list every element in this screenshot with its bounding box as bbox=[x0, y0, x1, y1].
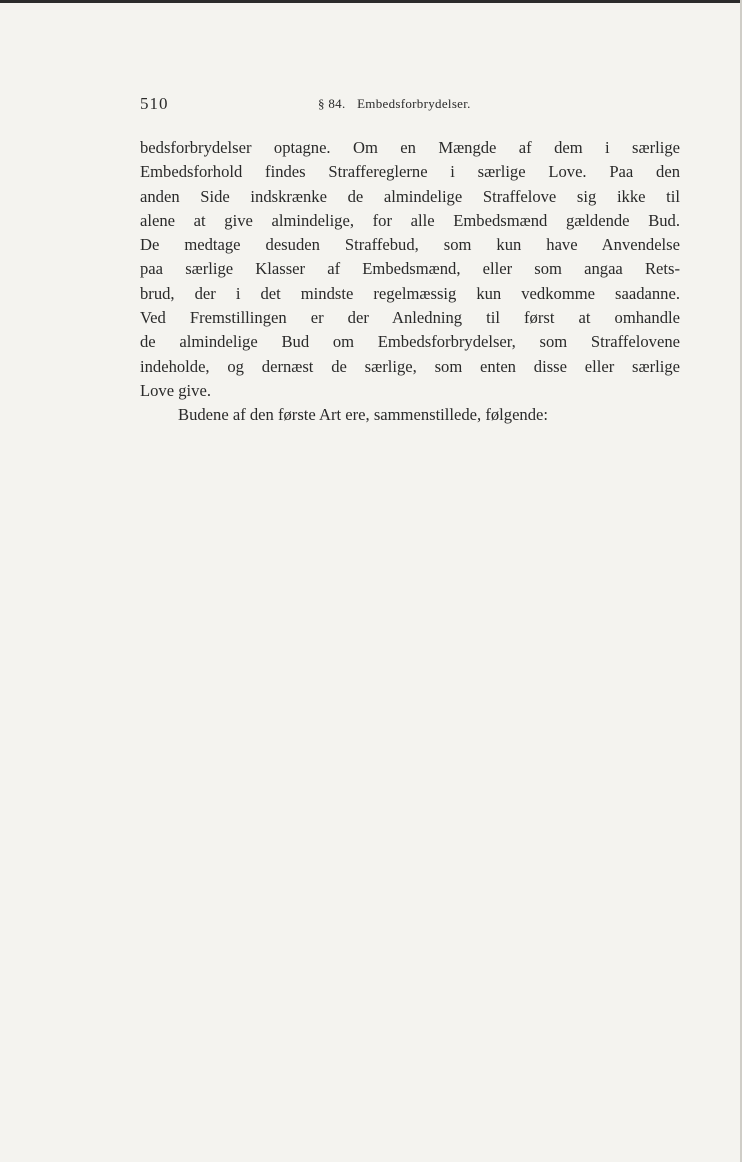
text-line: alene at give almindelige, for alle Embedsmænd gældende Bud. bbox=[140, 210, 680, 230]
page-number: 510 bbox=[140, 94, 169, 113]
text-line: brud, der i det mindste regelmæssig kun vedkomme saadanne. bbox=[140, 283, 680, 303]
running-title: Embedsforbrydelser. bbox=[357, 96, 471, 111]
text-line: Ved Fremstillingen er der Anledning til først at omhandle bbox=[140, 308, 680, 328]
text-line: Love give. bbox=[140, 380, 211, 400]
text-line: de almindelige Bud om Embedsforbrydelser, som Straffelovene bbox=[140, 332, 680, 352]
text-line: indeholde, og dernæst de særlige, som enten disse eller særlige bbox=[140, 356, 680, 376]
text-line: anden Side indskrænke de almindelige Straffelove sig ikke til bbox=[140, 186, 680, 206]
text-line: De medtage desuden Straffebud, som kun have Anvendelse bbox=[140, 235, 680, 255]
text-line: bedsforbrydelser optagne. Om en Mængde af dem i særlige bbox=[140, 138, 680, 157]
body-text bbox=[140, 136, 680, 428]
paragraph-first-line: Budene af den første Art ere, sammenstillede, følgende: bbox=[178, 405, 549, 425]
page-header bbox=[140, 94, 680, 118]
text-line: paa særlige Klasser af Embedsmænd, eller som angaa Rets- bbox=[140, 259, 680, 279]
running-head bbox=[318, 96, 471, 112]
page-edge-top bbox=[0, 0, 742, 3]
section-mark: § 84. bbox=[318, 96, 346, 111]
text-line: Embedsforhold findes Straffereglerne i særlige Love. Paa den bbox=[140, 162, 680, 182]
